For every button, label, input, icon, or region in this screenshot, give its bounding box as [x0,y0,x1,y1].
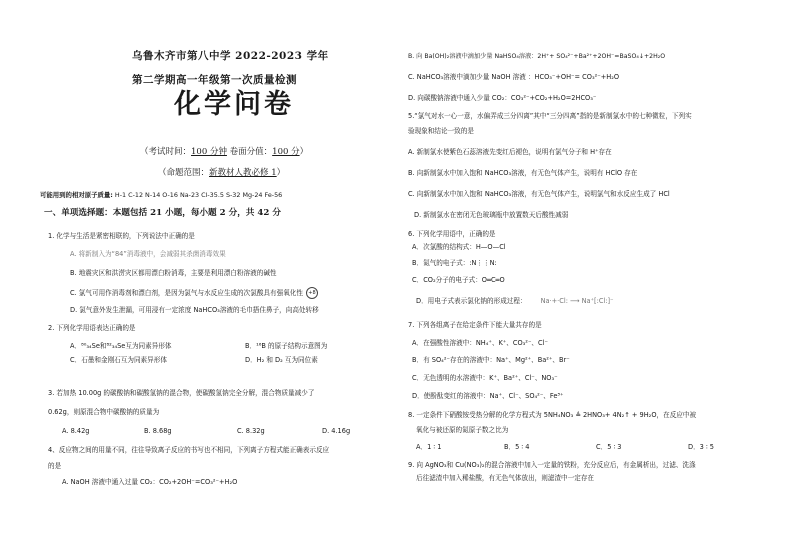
left-column [40,0,420,550]
q8-stem: 8. 一定条件下硝酸铵受热分解的化学方程式为 5NH₄NO₃ ≜ 2HNO₃+ 4N₂↑ + 9H₂O，在反应中被 [408,411,697,419]
q7-option-a: A．在强酸性溶液中：NH₄⁺、K⁺、CO₃²⁻、Cl⁻ [412,339,548,347]
q2-option-a: A．⁸⁰₃₄Se和⁸²₃₄Se互为同素异形体 [70,342,172,350]
q3-option-a: A. 8.42g [62,427,90,435]
atom-structure-icon: +8 [306,287,318,299]
q4-stem: 4、反应物之间的用量不同，往往导致离子反应的书写也不相同，下列离子方程式能正确表示反应 [48,446,330,454]
q2-stem: 2. 下列化学用语表达正确的是 [48,324,136,332]
score-value: 100 分 [272,147,300,157]
q7-option-c: C．无色透明的水溶液中：K⁺、Ba²⁺、Cl⁻、NO₃⁻ [412,374,558,382]
q1-option-a: A. 将新制入为“84”消毒液中，会减弱其杀菌消毒效果 [70,250,226,258]
q7-stem: 7. 下列各组离子在给定条件下能大量共存的是 [408,321,542,329]
q3-option-b: B. 8.68g [144,427,172,435]
q4-option-a: A. NaOH 溶液中通入过量 CO₂：CO₂+2OH⁻=CO₃²⁻+H₂O [62,478,238,486]
q3-stem-2: 0.62g，则原混合物中碳酸钠的质量为 [48,408,160,416]
q6-option-a: A．次氯酸的结构式：H—O—Cl [412,243,506,251]
q1-option-c: C. 氯气可用作消毒剂和漂白剂，是因为氯气与水反应生成的次氯酸具有强氧化性 +8 [70,287,318,299]
q4-stem-2: 的是 [48,462,62,470]
time-value: 100 分钟 [191,147,227,157]
q8-stem-2: 氧化与被还原的氮原子数之比为 [416,426,509,434]
q5-option-b: B. 向新制氯水中加入饱和 NaHCO₃溶液，有无色气体产生，说明有 HClO 存在 [408,169,638,177]
q4-option-b: B. 向 Ba(OH)₂溶液中滴加少量 NaHSO₄溶液：2H⁺+ SO₄²⁻+Ba²⁺+2OH⁻=BaSO₄↓+2H₂O [408,53,666,60]
q7-option-d: D．使酚酞变红的溶液中：Na⁺、Cl⁻、SO₄²⁻、Fe³⁺ [412,392,564,400]
subject-title: 化学问卷 [174,89,294,120]
right-column [408,0,788,550]
q3-option-d: D. 4.16g [322,427,351,435]
q8-option-d: D．3 ∶ 5 [688,443,714,451]
atomic-mass-line: 可能用到的相对原子质量: H-1 C-12 N-14 O-16 Na-23 Cl-35.5 S-32 Mg-24 Fe-56 [40,191,283,199]
q6-stem: 6. 下列化学用语中，正确的是 [408,230,496,238]
q3-stem: 3. 若加热 10.00g 的碳酸钠和碳酸氢钠的混合物，使碳酸氢钠完全分解，混合物质量减少了 [48,389,315,397]
q5-option-c: C. 向新制氯水中加入饱和 NaHCO₃溶液，有无色气体产生，说明氯气和水反应生成了 HCl [408,190,670,198]
q4-option-d: D. 向碳酸钠溶液中通入少量 CO₂：CO₃²⁻+CO₂+H₂O=2HCO₃⁻ [408,94,597,102]
scope-line: （命题范围：新教材人教必修 1） [158,168,286,178]
q8-option-b: B．5 ∶ 4 [504,443,530,451]
q8-option-c: C．5 ∶ 3 [596,443,622,451]
q1-option-b: B. 地震灾区和洪涝灾区都用漂白粉消毒，主要是利用漂白粉溶液的碱性 [70,269,277,277]
q6-option-d: D．用电子式表示氯化钠的形成过程： Na·+·Cl: ⟶ Na⁺[:Cl:]⁻ [416,297,614,305]
q4-option-c: C. NaHCO₃溶液中滴加少量 NaOH 溶液 ：HCO₃⁻+OH⁻= CO₃²⁻+H₂O [408,73,620,81]
q9-stem-2: 后往滤渣中加入稀盐酸，有无色气体放出，则滤渣中一定存在 [416,474,595,482]
nacl-formation-formula: Na·+·Cl: ⟶ Na⁺[:Cl:]⁻ [540,297,614,305]
q7-option-b: B．有 SO₄²⁻存在的溶液中：Na⁺、Mg²⁺、Ba²⁺、Br⁻ [412,356,570,364]
q5-stem: 5.“氯气对水一心一意，水偏弄成三分四离”其中“三分四离”指的是新制氯水中的七种微粒，下列实 [408,112,692,120]
q5-option-a: A. 新制氯水使紫色石蕊溶液先变红后褪色，说明有氯气分子和 H⁺存在 [408,148,612,156]
q6-option-c: C．CO₂分子的电子式：O═C═O [412,276,505,284]
q5-stem-2: 验现象和结论一致的是 [408,127,474,135]
q3-option-c: C. 8.32g [237,427,265,435]
exam-title: 第二学期高一年级第一次质量检测 [132,74,297,86]
q5-option-d: D. 新制氯水在密闭无色玻璃瓶中放置数天后酸性减弱 [414,211,569,219]
school-title: 乌鲁木齐市第八中学 2022-2023 学年 [132,50,329,62]
section-1-title: 一、单项选择题：本题包括 21 小题，每小题 2 分，共 42 分 [44,208,281,218]
q8-option-a: A．1 ∶ 1 [416,443,442,451]
q6-option-b: B．氮气的电子式：:N⋮⋮N: [412,259,497,267]
exam-time-line: （考试时间：100 分钟 卷面分值：100 分） [140,147,309,157]
q9-stem: 9. 向 AgNO₃和 Cu(NO₃)₂的混合溶液中加入一定量的铁粉，充分反应后，有金属析出，过滤、洗涤 [408,461,696,469]
q1-stem: 1. 化学与生活是紧密相联的，下列说法中正确的是 [48,232,195,240]
q2-option-d: D．H₂ 和 D₂ 互为同位素 [245,356,318,364]
q2-option-b: B．¹⁶B 的原子结构示意图为 [245,342,328,350]
q1-option-d: D. 氯气意外发生泄漏，可用浸有一定浓度 NaHCO₃溶液的毛巾捂住鼻子，向高处转移 [70,306,319,314]
scope-value: 新教材人教必修 1 [209,168,277,178]
q2-option-c: C．石墨和金刚石互为同素异形体 [70,356,167,364]
